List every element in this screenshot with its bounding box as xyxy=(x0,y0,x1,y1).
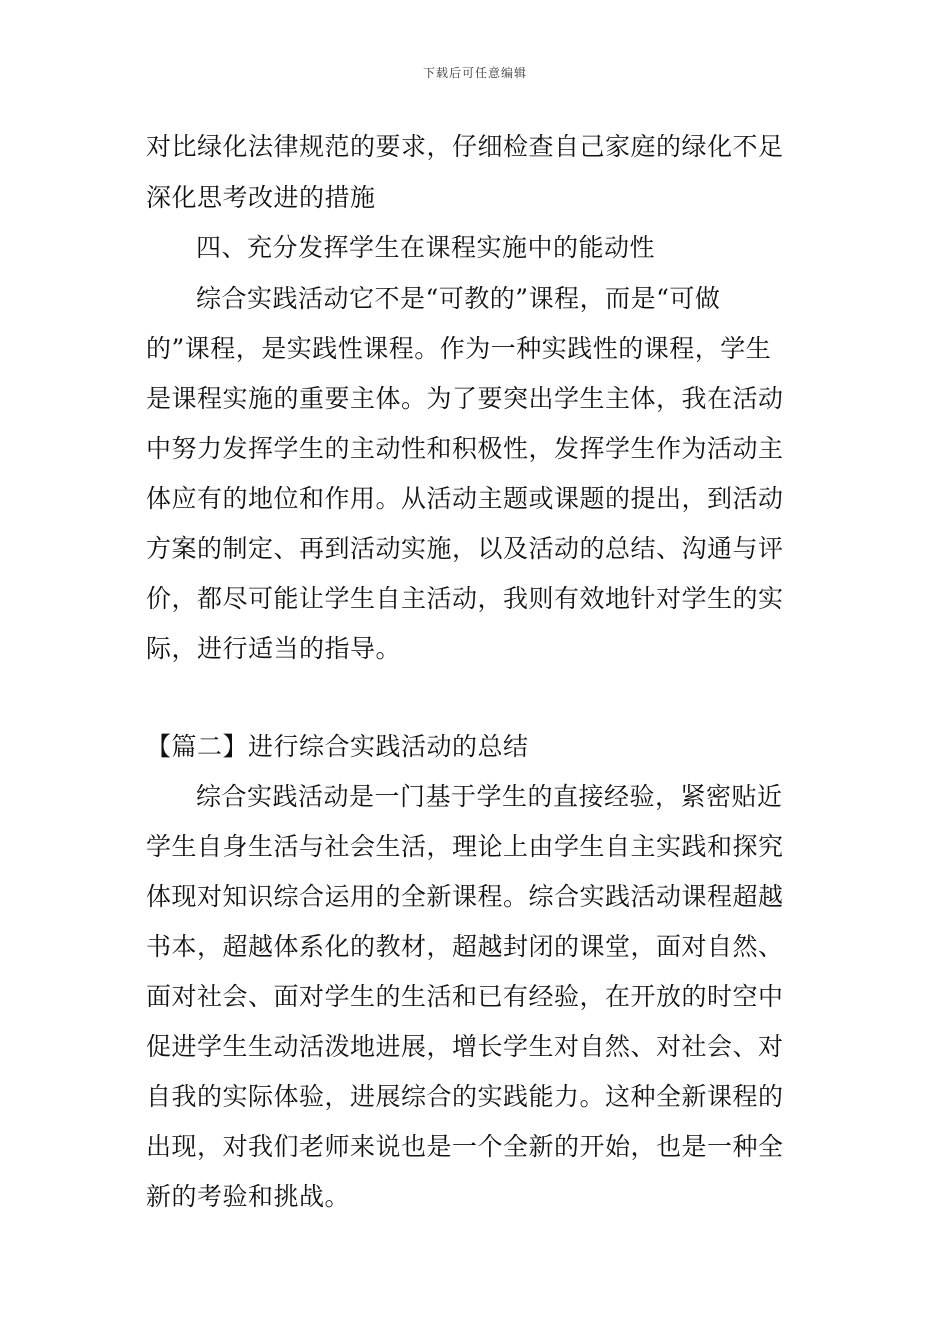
paragraph-line: 学生自身生活与社会生活，理论上由学生自主实践和探究 xyxy=(146,832,784,861)
paragraph-line: 体应有的地位和作用。从活动主题或课题的提出，到活动 xyxy=(146,484,784,513)
chapter-heading: 【篇二】进行综合实践活动的总结 xyxy=(146,732,529,761)
paragraph-line: 深化思考改进的措施 xyxy=(146,183,376,212)
paragraph-line: 综合实践活动是一门基于学生的直接经验，紧密贴近 xyxy=(196,782,783,811)
paragraph-line: 的”课程，是实践性课程。作为一种实践性的课程，学生 xyxy=(146,334,772,363)
paragraph-line: 中努力发挥学生的主动性和积极性，发挥学生作为活动主 xyxy=(146,434,784,463)
page-header-note: 下载后可任意编辑 xyxy=(422,66,527,80)
paragraph-line: 促进学生生动活泼地进展，增长学生对自然、对社会、对 xyxy=(146,1032,784,1061)
paragraph-line: 价，都尽可能让学生自主活动，我则有效地针对学生的实 xyxy=(146,584,784,613)
paragraph-line: 方案的制定、再到活动实施，以及活动的总结、沟通与评 xyxy=(146,534,784,563)
paragraph-line: 对比绿化法律规范的要求，仔细检查自己家庭的绿化不足 xyxy=(146,132,784,161)
paragraph-line: 书本，超越体系化的教材，超越封闭的课堂，面对自然、 xyxy=(146,932,784,961)
paragraph-line: 体现对知识综合运用的全新课程。综合实践活动课程超越 xyxy=(146,882,784,911)
paragraph-line: 综合实践活动它不是“可教的”课程，而是“可做 xyxy=(196,284,721,313)
paragraph-line: 新的考验和挑战。 xyxy=(146,1182,351,1211)
paragraph-line: 出现，对我们老师来说也是一个全新的开始，也是一种全 xyxy=(146,1132,784,1161)
paragraph-line: 是课程实施的重要主体。为了要突出学生主体，我在活动 xyxy=(146,384,784,413)
paragraph-line: 面对社会、面对学生的生活和已有经验，在开放的时空中 xyxy=(146,982,784,1011)
paragraph-line: 际，进行适当的指导。 xyxy=(146,634,402,663)
section-heading: 四、充分发挥学生在课程实施中的能动性 xyxy=(196,233,656,262)
paragraph-line: 自我的实际体验，进展综合的实践能力。这种全新课程的 xyxy=(146,1082,784,1111)
